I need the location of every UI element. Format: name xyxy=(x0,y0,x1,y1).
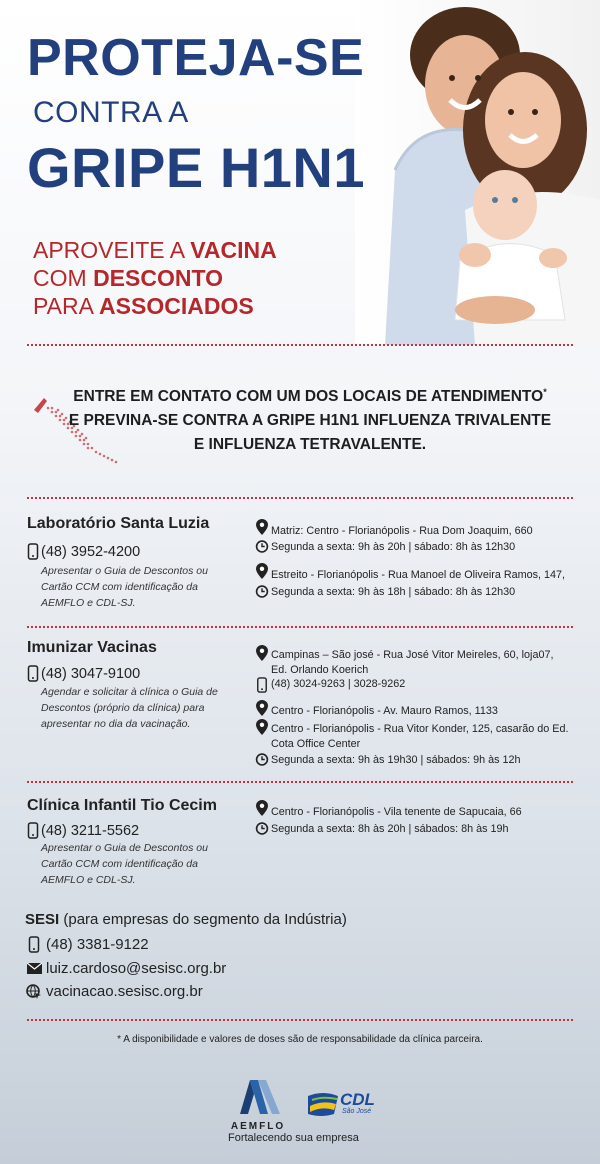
hours-row: Segunda a sexta: 9h às 18h | sábado: 8h às 12h30 xyxy=(255,585,585,600)
clock-icon xyxy=(255,753,269,766)
cdl-logo-text: CDL xyxy=(340,1090,375,1109)
divider xyxy=(27,1019,573,1021)
location-pin-icon xyxy=(255,645,269,661)
location-pin-icon xyxy=(255,563,269,579)
cdl-logo-mark xyxy=(306,1092,340,1118)
hours-row: Segunda a sexta: 9h às 20h | sábado: 8h às 12h30 xyxy=(255,540,585,555)
promo-line: PARA ASSOCIADOS xyxy=(33,293,254,319)
tagline: Fortalecendo sua empresa xyxy=(228,1132,359,1144)
location-row: Matriz: Centro - Florianópolis - Rua Dom Joaquim, 660 xyxy=(255,519,585,539)
headline-against: CONTRA A xyxy=(33,96,189,129)
headline-flu: GRIPE H1N1 xyxy=(27,136,365,199)
location-row: Centro - Florianópolis - Vila tenente de Sapucaia, 66 xyxy=(255,800,585,820)
divider xyxy=(27,781,573,783)
clinic-phone[interactable]: (48) 3047-9100 xyxy=(27,665,140,682)
hero-banner xyxy=(0,0,600,345)
aemflo-logo-mark xyxy=(228,1080,288,1116)
location-row: Estreito - Florianópolis - Rua Manoel de Oliveira Ramos, 147, xyxy=(255,563,585,583)
mobile-phone-icon xyxy=(27,822,39,839)
hours-row: Segunda a sexta: 8h às 20h | sábados: 8h às 19h xyxy=(255,822,585,837)
intro-line: ENTRE EM CONTATO COM UM DOS LOCAIS DE ATENDIMENTO* xyxy=(73,387,547,406)
sesi-title: SESI (para empresas do segmento da Indústria) xyxy=(25,911,347,928)
clinic-name: Clínica Infantil Tio Cecim xyxy=(27,797,217,814)
location-row: Centro - Florianópolis - Rua Vitor Konder, 125, casarão do Ed. Cota Office Center xyxy=(255,719,585,752)
location-pin-icon xyxy=(255,519,269,535)
mobile-phone-icon xyxy=(27,543,39,560)
disclaimer: * A disponibilidade e valores de doses são de responsabilidade da clínica parceira. xyxy=(117,1034,483,1045)
clock-icon xyxy=(255,585,269,598)
promo-line: COM DESCONTO xyxy=(33,265,223,291)
aemflo-logo xyxy=(228,1080,288,1132)
clinic-name: Imunizar Vacinas xyxy=(27,639,157,656)
clinic-note: Apresentar o Guia de Descontos ou Cartão CCM com identificação da AEMFLO e CDL-SJ. xyxy=(41,842,208,886)
clinic-note: Apresentar o Guia de Descontos ou Cartão CCM com identificação da AEMFLO e CDL-SJ. xyxy=(41,565,208,609)
mobile-phone-icon xyxy=(27,665,39,682)
intro-text xyxy=(0,380,600,457)
cdl-logo-subtext: São José xyxy=(342,1108,372,1115)
location-pin-icon xyxy=(255,800,269,816)
phone-row[interactable]: (48) 3024-9263 | 3028-9262 xyxy=(255,677,585,693)
family-photo xyxy=(355,0,600,345)
mobile-phone-icon xyxy=(28,936,40,953)
location-pin-icon xyxy=(255,700,269,716)
clock-icon xyxy=(255,822,269,835)
sesi-website[interactable]: vacinacao.sesisc.org.br xyxy=(26,983,203,1000)
divider xyxy=(27,344,573,346)
aemflo-logo-text: AEMFLO xyxy=(230,1121,286,1132)
intro-line: E PREVINA-SE CONTRA A GRIPE H1N1 INFLUENZA TRIVALENTE xyxy=(68,412,552,430)
headline-protect: PROTEJA-SE xyxy=(27,29,365,87)
divider xyxy=(27,626,573,628)
clinic-note: Agendar e solicitar à clínica o Guia de Descontos (próprio da clínica) para apresentar no dia da vacinação. xyxy=(41,686,218,730)
location-pin-icon xyxy=(255,719,269,735)
intro-line: E INFLUENZA TETRAVALENTE. xyxy=(193,436,427,454)
promo-line: APROVEITE A VACINA xyxy=(33,237,277,263)
divider xyxy=(27,497,573,499)
promo-text xyxy=(33,236,277,320)
location-row: Centro - Florianópolis - Av. Mauro Ramos, 1133 xyxy=(255,700,585,719)
sesi-phone[interactable]: (48) 3381-9122 xyxy=(26,936,149,953)
globe-cursor-icon xyxy=(26,984,42,1000)
clinic-name: Laboratório Santa Luzia xyxy=(27,515,210,532)
cdl-logo xyxy=(306,1090,378,1120)
mobile-phone-icon xyxy=(255,677,269,693)
envelope-icon xyxy=(27,963,42,974)
clinic-phone[interactable]: (48) 3952-4200 xyxy=(27,543,140,560)
hours-row: Segunda a sexta: 9h às 19h30 | sábados: 9h às 12h xyxy=(255,753,585,768)
clock-icon xyxy=(255,540,269,553)
sesi-email[interactable]: luiz.cardoso@sesisc.org.br xyxy=(26,960,226,977)
location-row: Campinas – São josé - Rua José Vitor Meireles, 60, loja07, Ed. Orlando Koerich xyxy=(255,645,565,678)
clinic-phone[interactable]: (48) 3211-5562 xyxy=(27,822,139,839)
